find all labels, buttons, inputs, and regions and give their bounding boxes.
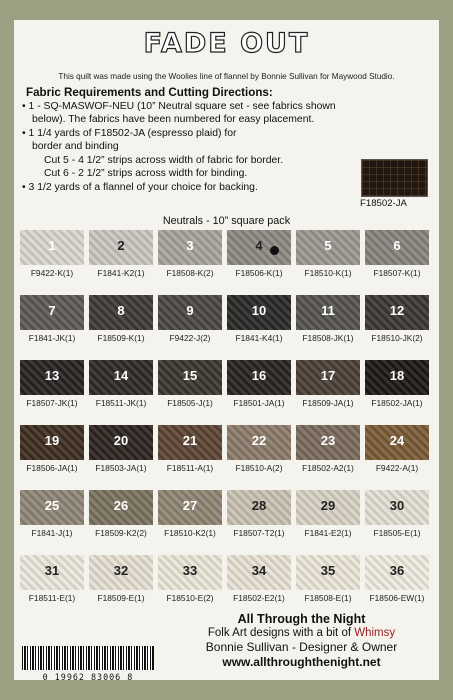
fabric-square [365,555,429,590]
square-number: 33 [182,563,198,578]
fabric-code: F18511-JK(1) [95,398,147,408]
fabric-square [89,555,153,590]
square-number: 5 [324,238,332,253]
square-number: 14 [113,368,129,383]
fabric-square [89,295,153,330]
square-number: 13 [44,368,60,383]
button-dot [270,246,279,255]
fabric-square [158,230,222,265]
barcode [22,646,154,670]
fabric-code: F1841-K2(1) [97,268,145,278]
fabric-code: F18505-E(1) [373,528,421,538]
fabric-square [227,295,291,330]
square-number: 21 [182,433,198,448]
fabric-code: F18503-JA(1) [95,463,147,473]
square-number: 2 [117,238,125,253]
requirement-1-line-1: • 1 - SQ-MASWOF-NEU (10” Neutral square set - see fabrics shown [22,101,336,112]
fabric-code: F18507-K(1) [373,268,421,278]
fabric-square [296,490,360,525]
square-number: 3 [186,238,194,253]
fabric-square [227,230,291,265]
requirement-1-line-2: below). The fabrics have been numbered for easy placement. [32,114,315,125]
fabric-code: F9422-A(1) [375,463,419,473]
fabric-code: F18502-JA(1) [371,398,423,408]
fabric-code: F18510-JK(2) [371,333,423,343]
square-number: 15 [182,368,198,383]
fabric-code: F18509-JA(1) [302,398,354,408]
espresso-plaid-swatch [361,159,428,197]
fabric-code: F18502-A2(1) [302,463,354,473]
requirement-2-line-1: • 1 1/4 yards of F18502-JA (espresso plaid) for [22,128,237,139]
fabric-square [89,490,153,525]
content-card [14,20,439,680]
fabric-square [158,555,222,590]
fabric-square [296,295,360,330]
fabric-square [365,230,429,265]
fabric-code: F18511-E(1) [28,593,76,603]
square-number: 27 [182,498,198,513]
square-number: 26 [113,498,129,513]
square-number: 16 [251,368,267,383]
pack-label: Neutrals - 10” square pack [162,215,291,227]
square-number: 7 [48,303,56,318]
square-number: 32 [113,563,129,578]
swatch-label: F18502-JA [360,198,407,209]
square-number: 1 [48,238,56,253]
fabric-square [227,490,291,525]
square-number: 34 [251,563,267,578]
company-info [164,612,439,669]
fabric-code: F1841-E2(1) [304,528,352,538]
fabric-code: F18510-K(1) [304,268,352,278]
fabric-square [296,555,360,590]
fabric-code: F18508-K(2) [166,268,214,278]
fabric-square [20,490,84,525]
square-number: 10 [251,303,267,318]
requirement-2-line-4: Cut 6 - 2 1/2” strips across width for binding. [44,168,248,179]
company-tagline [164,627,439,639]
square-number: 6 [393,238,401,253]
fabric-code: F18508-E(1) [304,593,352,603]
square-number: 20 [113,433,129,448]
square-number: 12 [389,303,405,318]
square-number: 35 [320,563,336,578]
requirement-2-line-2: border and binding [32,141,119,152]
fabric-code: F18506-JA(1) [26,463,78,473]
tagline-whimsy: Whimsy [354,627,396,639]
designer-credit: Bonnie Sullivan - Designer & Owner [205,640,398,654]
company-name: All Through the Night [237,612,366,626]
square-number: 24 [389,433,405,448]
fabric-square [296,425,360,460]
square-number: 11 [321,303,335,318]
square-number: 28 [251,498,267,513]
square-number: 8 [117,303,125,318]
fabric-code: F1841-JK(1) [28,333,76,343]
fabric-square [20,360,84,395]
fabric-square [89,360,153,395]
fabric-code: F18511-A(1) [166,463,214,473]
fabric-square [20,555,84,590]
fabric-code: F18510-K2(1) [164,528,216,538]
fabric-code: F18507-JK(1) [26,398,78,408]
fabric-code: F18509-K(1) [97,333,145,343]
fabric-square [158,295,222,330]
requirement-3: • 3 1/2 yards of a flannel of your choice for backing. [22,182,258,193]
square-number: 23 [320,433,336,448]
square-number: 36 [389,563,405,578]
fabric-square [89,425,153,460]
fabric-square [20,295,84,330]
pattern-subtitle: This quilt was made using the Woolies line of flannel by Bonnie Sullivan for Maywood Studio. [58,72,395,81]
requirement-2-line-3: Cut 5 - 4 1/2” strips across width of fabric for border. [44,155,284,166]
fabric-code: F9422-J(2) [169,333,211,343]
tagline-part-2: designs with a bit of [246,627,355,639]
fabric-code: F18509-K2(2) [95,528,147,538]
square-number: 17 [320,368,336,383]
fabric-square [158,425,222,460]
fabric-code: F18510-E(2) [166,593,214,603]
fabric-code: F18506-EW(1) [369,593,425,603]
square-number: 9 [186,303,194,318]
square-number: 30 [389,498,405,513]
fabric-code: F1841-J(1) [31,528,73,538]
fabric-square [227,555,291,590]
fabric-code: F18508-JK(1) [302,333,354,343]
square-number: 29 [320,498,336,513]
fabric-square [296,230,360,265]
fabric-square [365,295,429,330]
fabric-code: F18509-E(1) [97,593,145,603]
fabric-square [20,230,84,265]
fabric-square [158,360,222,395]
company-website: www.allthroughthenight.net [222,655,381,669]
fabric-code: F18505-J(1) [167,398,213,408]
square-number: 4 [255,238,263,253]
fabric-square [227,425,291,460]
fabric-code: F9422-K(1) [30,268,74,278]
square-number: 19 [44,433,60,448]
square-number: 18 [389,368,405,383]
fabric-code: F18507-T2(1) [233,528,285,538]
square-number: 22 [251,433,267,448]
fabric-square [158,490,222,525]
fabric-code: F18506-K(1) [235,268,283,278]
fabric-code: F18510-A(2) [235,463,283,473]
fabric-square [227,360,291,395]
fabric-square [365,490,429,525]
tagline-part-1: Folk Art [207,627,247,639]
fabric-code: F18502-E2(1) [233,593,285,603]
fabric-square [89,230,153,265]
barcode-number: 0 19962 83006 8 [42,672,134,682]
fabric-square [365,425,429,460]
fabric-square [365,360,429,395]
fabric-code: F18501-JA(1) [233,398,285,408]
requirements-heading: Fabric Requirements and Cutting Directions: [26,86,273,99]
square-number: 31 [44,563,60,578]
square-number: 25 [44,498,60,513]
pattern-title: FADE OUT [143,28,310,59]
fabric-square [20,425,84,460]
fabric-code: F1841-K4(1) [235,333,283,343]
fabric-square [296,360,360,395]
